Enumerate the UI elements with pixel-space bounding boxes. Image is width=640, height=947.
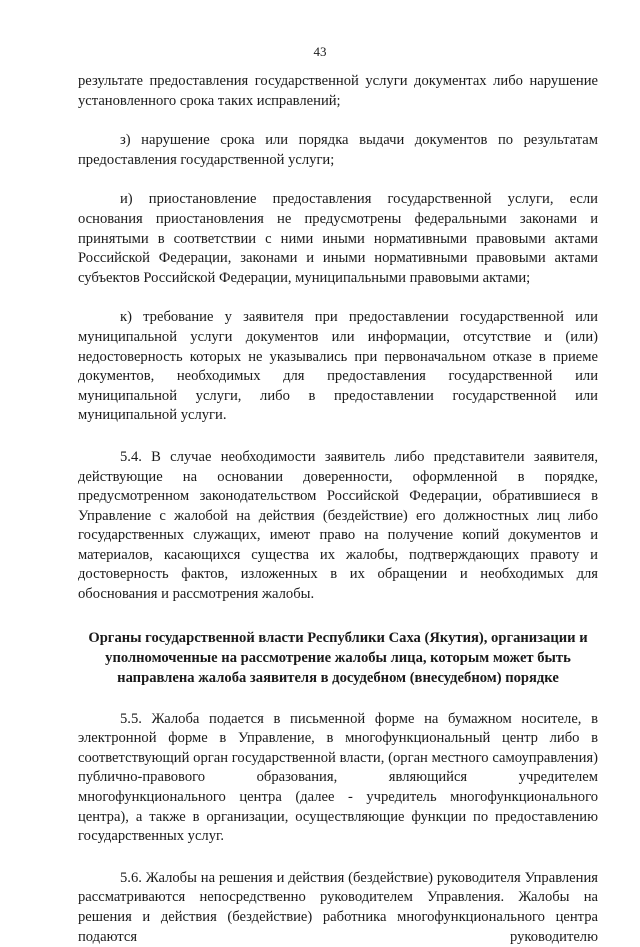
paragraph-item-k: к) требование у заявителя при предоставлении государственной или муниципальной услуги документов или информации, отсутствие и (или) недостоверность которых не указывались при первоначальном отказе в приеме документов, необходимых для предоставления государственной или муниципальной услуги, либо в предоставлении государственной или муниципальной услуги. bbox=[78, 309, 598, 424]
document-body bbox=[78, 72, 598, 947]
paragraph-item-i: и) приостановление предоставления государственной услуги, если основания приостановления не предусмотрены федеральными законами и принятыми в соответствии с ними иными нормативными правовыми актами Российской Федерации, законами и иными нормативными правовыми актами субъектов Российской Федерации, муниципальными правовыми актами; bbox=[78, 191, 598, 286]
section-heading: Органы государственной власти Республики Саха (Якутия), организации и уполномоченные на рассмотрение жалобы лица, которым может быть направлена жалоба заявителя в досудебном (внесудебном) порядке bbox=[88, 629, 588, 686]
paragraph-5-5: 5.5. Жалоба подается в письменной форме на бумажном носителе, в электронной форме в Управление, в многофункциональный центр либо в соответствующий орган государственной власти, (орган местного самоуправления) публично-правового образования, являющийся учредителем многофункционального центра (далее - учредитель многофункционального центра), а также в организации, осуществляющие функции по предоставлению государственных услуг. bbox=[78, 710, 598, 845]
paragraph-5-6: 5.6. Жалобы на решения и действия (бездействие) руководителя Управления рассматриваются непосредственно руководителем Управления. Жалобы на решения и действия (бездействие) работника многофункционального центра подаются руководителю bbox=[78, 869, 598, 945]
page-number: 43 bbox=[313, 44, 327, 59]
paragraph-continuation: результате предоставления государственной услуги документах либо нарушение установленного срока таких исправлений; bbox=[78, 73, 598, 109]
paragraph-5-4: 5.4. В случае необходимости заявитель либо представители заявителя, действующие на основании доверенности, оформленной в порядке, предусмотренном законодательством Российской Федерации, обратившиеся в Управление с жалобой на действия (бездействие) его должностных лиц либо государственных служащих, имеют право на получение копий документов и материалов, касающихся существа их жалобы, подтверждающих правоту и достоверность фактов, изложенных в их обращении и необходимых для обоснования и рассмотрения жалобы. bbox=[78, 448, 598, 603]
paragraph-item-z: з) нарушение срока или порядка выдачи документов по результатам предоставления государственной услуги; bbox=[78, 132, 598, 168]
